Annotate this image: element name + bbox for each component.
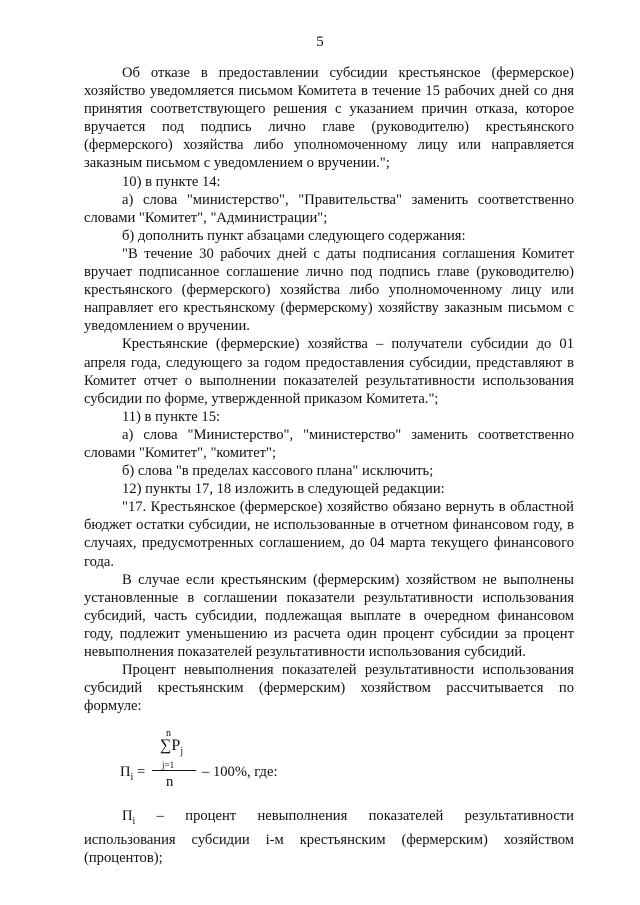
paragraph-item-11a: а) слова "Министерство", "министерство" заменить соответственно словами "Комитет", "комитет";	[84, 426, 574, 461]
page-number: 5	[316, 34, 324, 50]
formula-lower-limit: j=1	[162, 760, 175, 771]
paragraph-item-10a: а) слова "министерство", "Правительства" заменить соответственно словами "Комитет", "Администрации";	[84, 191, 574, 226]
paragraph-agreement-delivery: "В течение 30 рабочих дней с даты подписания соглашения Комитет вручает подписанное соглашение лично под подпись главе (руководителю) крестьянского (фермерского) хозяйства либо уполномоченному лицу или направляет его крестьянскому (фермерскому) хозяйству заказным письмом с уведомлением о вручении.	[84, 245, 574, 335]
formula-lhs-symbol: П	[120, 764, 131, 781]
document-body	[84, 64, 574, 868]
paragraph-formula-intro: Процент невыполнения показателей результативности использования субсидий крестьянским (фермерским) хозяйством рассчитывается по формуле:	[84, 662, 574, 715]
formula-rest: – 100%, где:	[202, 764, 278, 781]
definition-symbol-sub: i	[132, 816, 136, 828]
paragraph-refusal-notice: Об отказе в предоставлении субсидии крестьянское (фермерское) хозяйство уведомляется письмом Комитета в течение 15 рабочих дней со дня принятия соответствующего решения с указанием причин отказа, которое вручается под подпись лично главе (руководителю) крестьянского (фермерского) хозяйства либо уполномоченному лицу или направляется заказным письмом с уведомлением о вручении.";	[84, 65, 574, 172]
formula-upper-limit: n	[166, 728, 171, 740]
paragraph-point-17: "17. Крестьянское (фермерское) хозяйство обязано вернуть в областной бюджет остатки субсидии, не использованные в отчетном финансовом году, в случаях, предусмотренных соглашением, до 04 марта текущего финансового года.	[84, 499, 574, 570]
formula-equals: =	[133, 764, 146, 781]
paragraph-item-11b: б) слова "в пределах кассового плана" исключить;	[122, 463, 434, 480]
paragraph-item-12: 12) пункты 17, 18 изложить в следующей редакции:	[122, 481, 445, 498]
paragraph-report-deadline: Крестьянские (фермерские) хозяйства – получатели субсидии до 01 апреля года, следующего за годом предоставления субсидии, представляют в Комитет отчет о выполнении показателей результативности использования субсидии по форме, утвержденной приказом Комитета.";	[84, 336, 574, 407]
paragraph-item-10: 10) в пункте 14:	[122, 173, 221, 190]
formula	[84, 725, 574, 805]
paragraph-item-10b: б) дополнить пункт абзацами следующего содержания:	[122, 227, 466, 244]
formula-lhs-sub: i	[130, 772, 134, 784]
formula-lhs	[120, 763, 145, 787]
definition-text: – процент невыполнения показателей результативности использования субсидии i-м крестьянским (фермерским) хозяйством (процентов);	[84, 808, 574, 867]
paragraph-definition	[84, 807, 574, 867]
formula-fraction-bar	[152, 770, 196, 771]
paragraph-reduction-rule: В случае если крестьянским (фермерским) хозяйством не выполнены установленные в соглашении показатели результативности использования субсидий, часть субсидии, подлежащая выплате в очередном финансовом году, подлежит уменьшению из расчета один процент субсидии за процент невыполнения показателей результативности использования субсидий.	[84, 571, 574, 660]
formula-denominator: n	[166, 774, 174, 791]
paragraph-item-11: 11) в пункте 15:	[122, 408, 221, 425]
formula-sum-symbol: ∑P	[160, 737, 181, 755]
definition-symbol: П	[122, 808, 133, 825]
formula-sum-sub: j	[180, 746, 184, 758]
